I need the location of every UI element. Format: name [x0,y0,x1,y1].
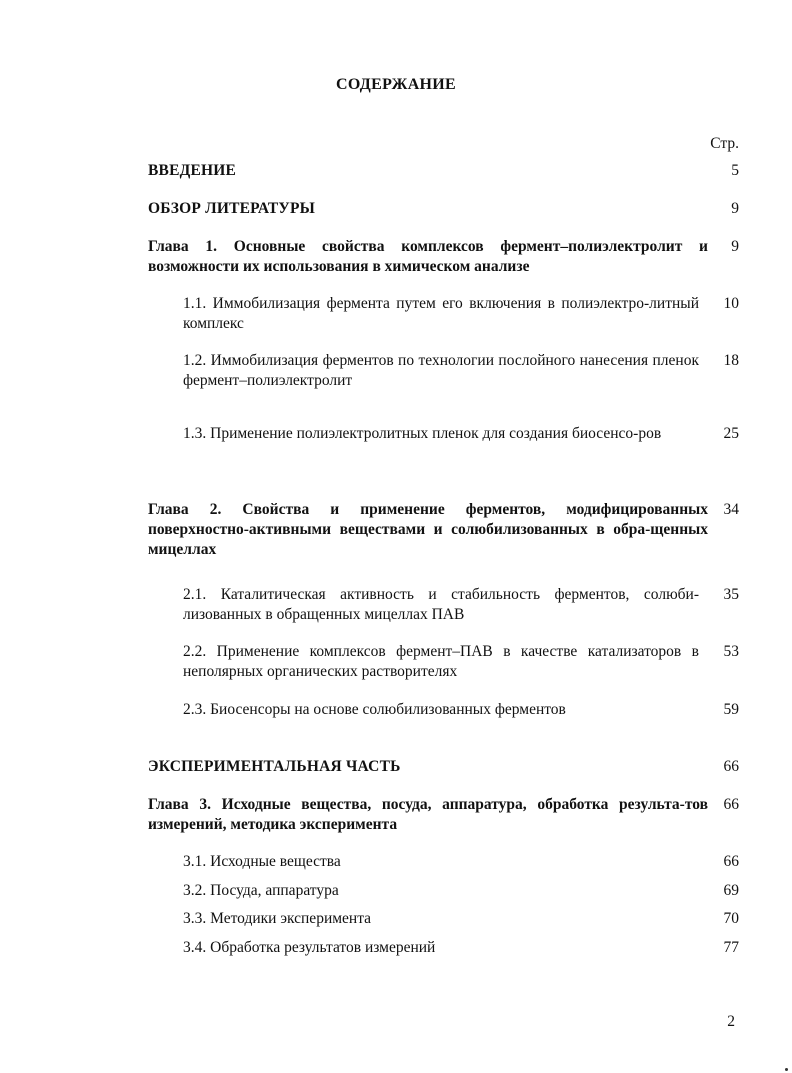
toc-entry-experimental-part [148,757,739,777]
toc-entry-text: 2.2. Применение комплексов фермент–ПАВ в качестве катализаторов в неполярных органических растворителях [183,643,699,680]
toc-entry-text: 1.3. Применение полиэлектролитных пленок для создания биосенсо-ров [183,425,662,442]
toc-entry-page: 70 [723,910,739,927]
toc-entry-page: 10 [723,295,739,312]
toc-entry-page: 69 [723,882,739,899]
toc-entry-page: 66 [723,853,739,870]
toc-entry-section-2-3 [183,700,739,720]
toc-entry-text: ОБЗОР ЛИТЕРАТУРЫ [148,200,316,217]
toc-entry-page: 34 [723,501,739,518]
toc-entry-text: 1.2. Иммобилизация ферментов по технологии послойного нанесения пленок фермент–полиэлектролит [183,352,699,389]
toc-entry-text: 1.1. Иммобилизация фермента путем его включения в полиэлектро-литный комплекс [183,295,699,332]
toc-entry-text: Глава 3. Исходные вещества, посуда, аппаратура, обработка результа-тов измерений, методика эксперимента [148,796,708,833]
toc-entry-page: 5 [731,162,739,179]
toc-entry-section-2-1 [183,585,739,625]
toc-entry-literature-review [148,199,739,219]
toc-entry-text: 2.3. Биосенсоры на основе солюбилизованных ферментов [183,701,566,718]
toc-entry-page: 9 [731,200,739,217]
toc-entry-section-3-3 [183,909,739,929]
toc-entry-section-1-3 [183,424,739,444]
toc-entry-text: Глава 1. Основные свойства комплексов фермент–полиэлектролит и возможности их использования в химическом анализе [148,238,708,275]
toc-entry-page: 25 [723,425,739,442]
toc-entry-page: 9 [731,238,739,255]
toc-entry-section-2-2 [183,642,739,682]
toc-entry-page: 59 [723,701,739,718]
page-column-label: Стр. [710,135,739,152]
toc-entry-chapter-2 [148,500,739,560]
toc-entry-text: 3.3. Методики эксперимента [183,910,372,927]
toc-entry-page: 18 [723,352,739,369]
toc-entry-page: 77 [723,939,739,956]
toc-entry-text: 3.1. Исходные вещества [183,853,341,870]
toc-entry-section-1-1 [183,294,739,334]
toc-entry-chapter-3 [148,795,739,835]
toc-entry-text: ЭКСПЕРИМЕНТАЛЬНАЯ ЧАСТЬ [148,758,401,775]
scan-speck [785,1068,788,1071]
toc-entry-text: 3.4. Обработка результатов измерений [183,939,436,956]
toc-entry-page: 35 [723,586,739,603]
toc-entry-chapter-1 [148,237,739,277]
toc-entry-page: 66 [723,758,739,775]
toc-entry-introduction [148,161,739,181]
toc-entry-section-1-2 [183,351,739,391]
toc-entry-section-3-4 [183,938,739,958]
toc-entry-page: 66 [723,796,739,813]
toc-entry-page: 53 [723,643,739,660]
toc-entry-text: Глава 2. Свойства и применение ферментов, модифицированных поверхностно-активными веществами и солюбилизованных в обра-щенных мицеллах [148,501,708,558]
toc-entry-section-3-2 [183,881,739,901]
toc-entry-text: 2.1. Каталитическая активность и стабильность ферментов, солюби-лизованных в обращенных мицеллах ПАВ [183,586,699,623]
toc-entry-text: ВВЕДЕНИЕ [148,162,237,179]
toc-entry-section-3-1 [183,852,739,872]
toc-entry-text: 3.2. Посуда, аппаратура [183,882,339,899]
toc-heading: СОДЕРЖАНИЕ [335,76,457,93]
page-number: 2 [727,1013,735,1030]
